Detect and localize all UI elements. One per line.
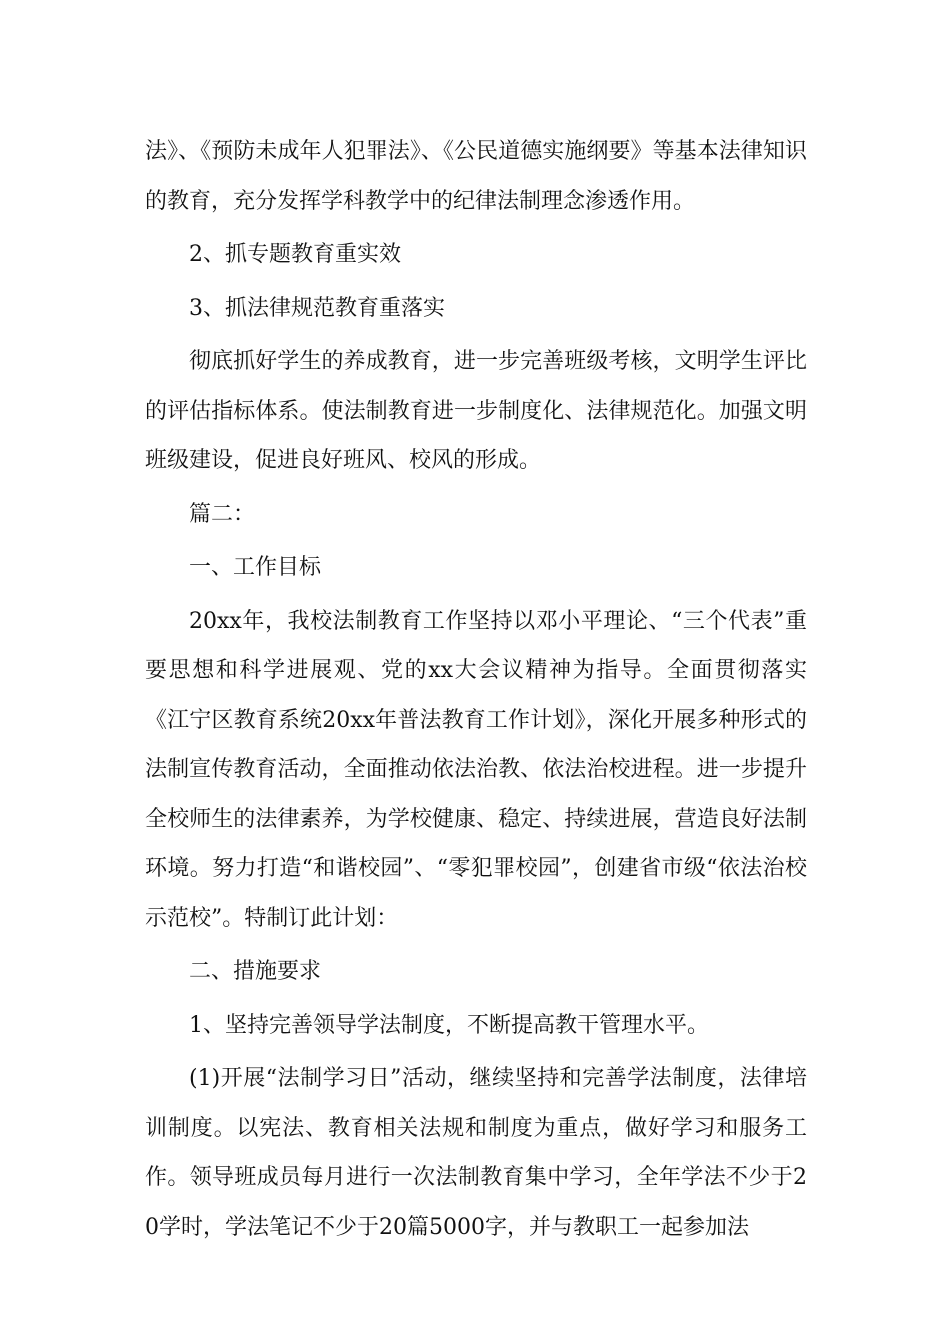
heading-measures: 二、措施要求 xyxy=(189,959,322,984)
section-heading-part-two: 篇二： xyxy=(189,501,256,527)
paragraph-1: 法》、《预防未成年人犯罪法》、《公民道德实施纲要》等基本法律知识的教育，充分发挥学科教学中的纪律法制理念渗透作用。 xyxy=(145,139,807,214)
paragraph-work-goals: 20xx年，我校法制教育工作坚持以邓小平理论、“三个代表”重要思想和科学进展观、党的xx大会议精神为指导。全面贯彻落实《江宁区教育系统20xx年普法教育工作计划》，深化开展多种形式的法制宣传教育活动，全面推动依法治教、依法治校进程。进一步提升全校师生的法律素养，为学校健康、稳定、持续进展，营造良好法制环境。努力打造“和谐校园”、“零犯罪校园”，创建省市级“依法治校示范校”。特制订此计划： xyxy=(145,608,807,931)
paragraph-3: 3、抓法律规范教育重落实 xyxy=(189,295,445,321)
document-body xyxy=(145,127,807,1252)
heading-work-goals: 一、工作目标 xyxy=(189,555,322,580)
paragraph-measure-1: 1、坚持完善领导学法制度，不断提高教干管理水平。 xyxy=(189,1012,709,1038)
paragraph-4: 彻底抓好学生的养成教育，进一步完善班级考核，文明学生评比的评估指标体系。使法制教育进一步制度化、法律规范化。加强文明班级建设，促进良好班风、校风的形成。 xyxy=(145,349,807,473)
paragraph-2: 2、抓专题教育重实效 xyxy=(189,242,401,267)
paragraph-measure-1-1: (1)开展“法制学习日”活动，继续坚持和完善学法制度，法律培训制度。以宪法、教育相关法规和制度为重点，做好学习和服务工作。领导班成员每月进行一次法制教育集中学习，全年学法不少于20学时，学法笔记不少于20篇5000字，并与教职工一起参加法 xyxy=(145,1066,807,1240)
